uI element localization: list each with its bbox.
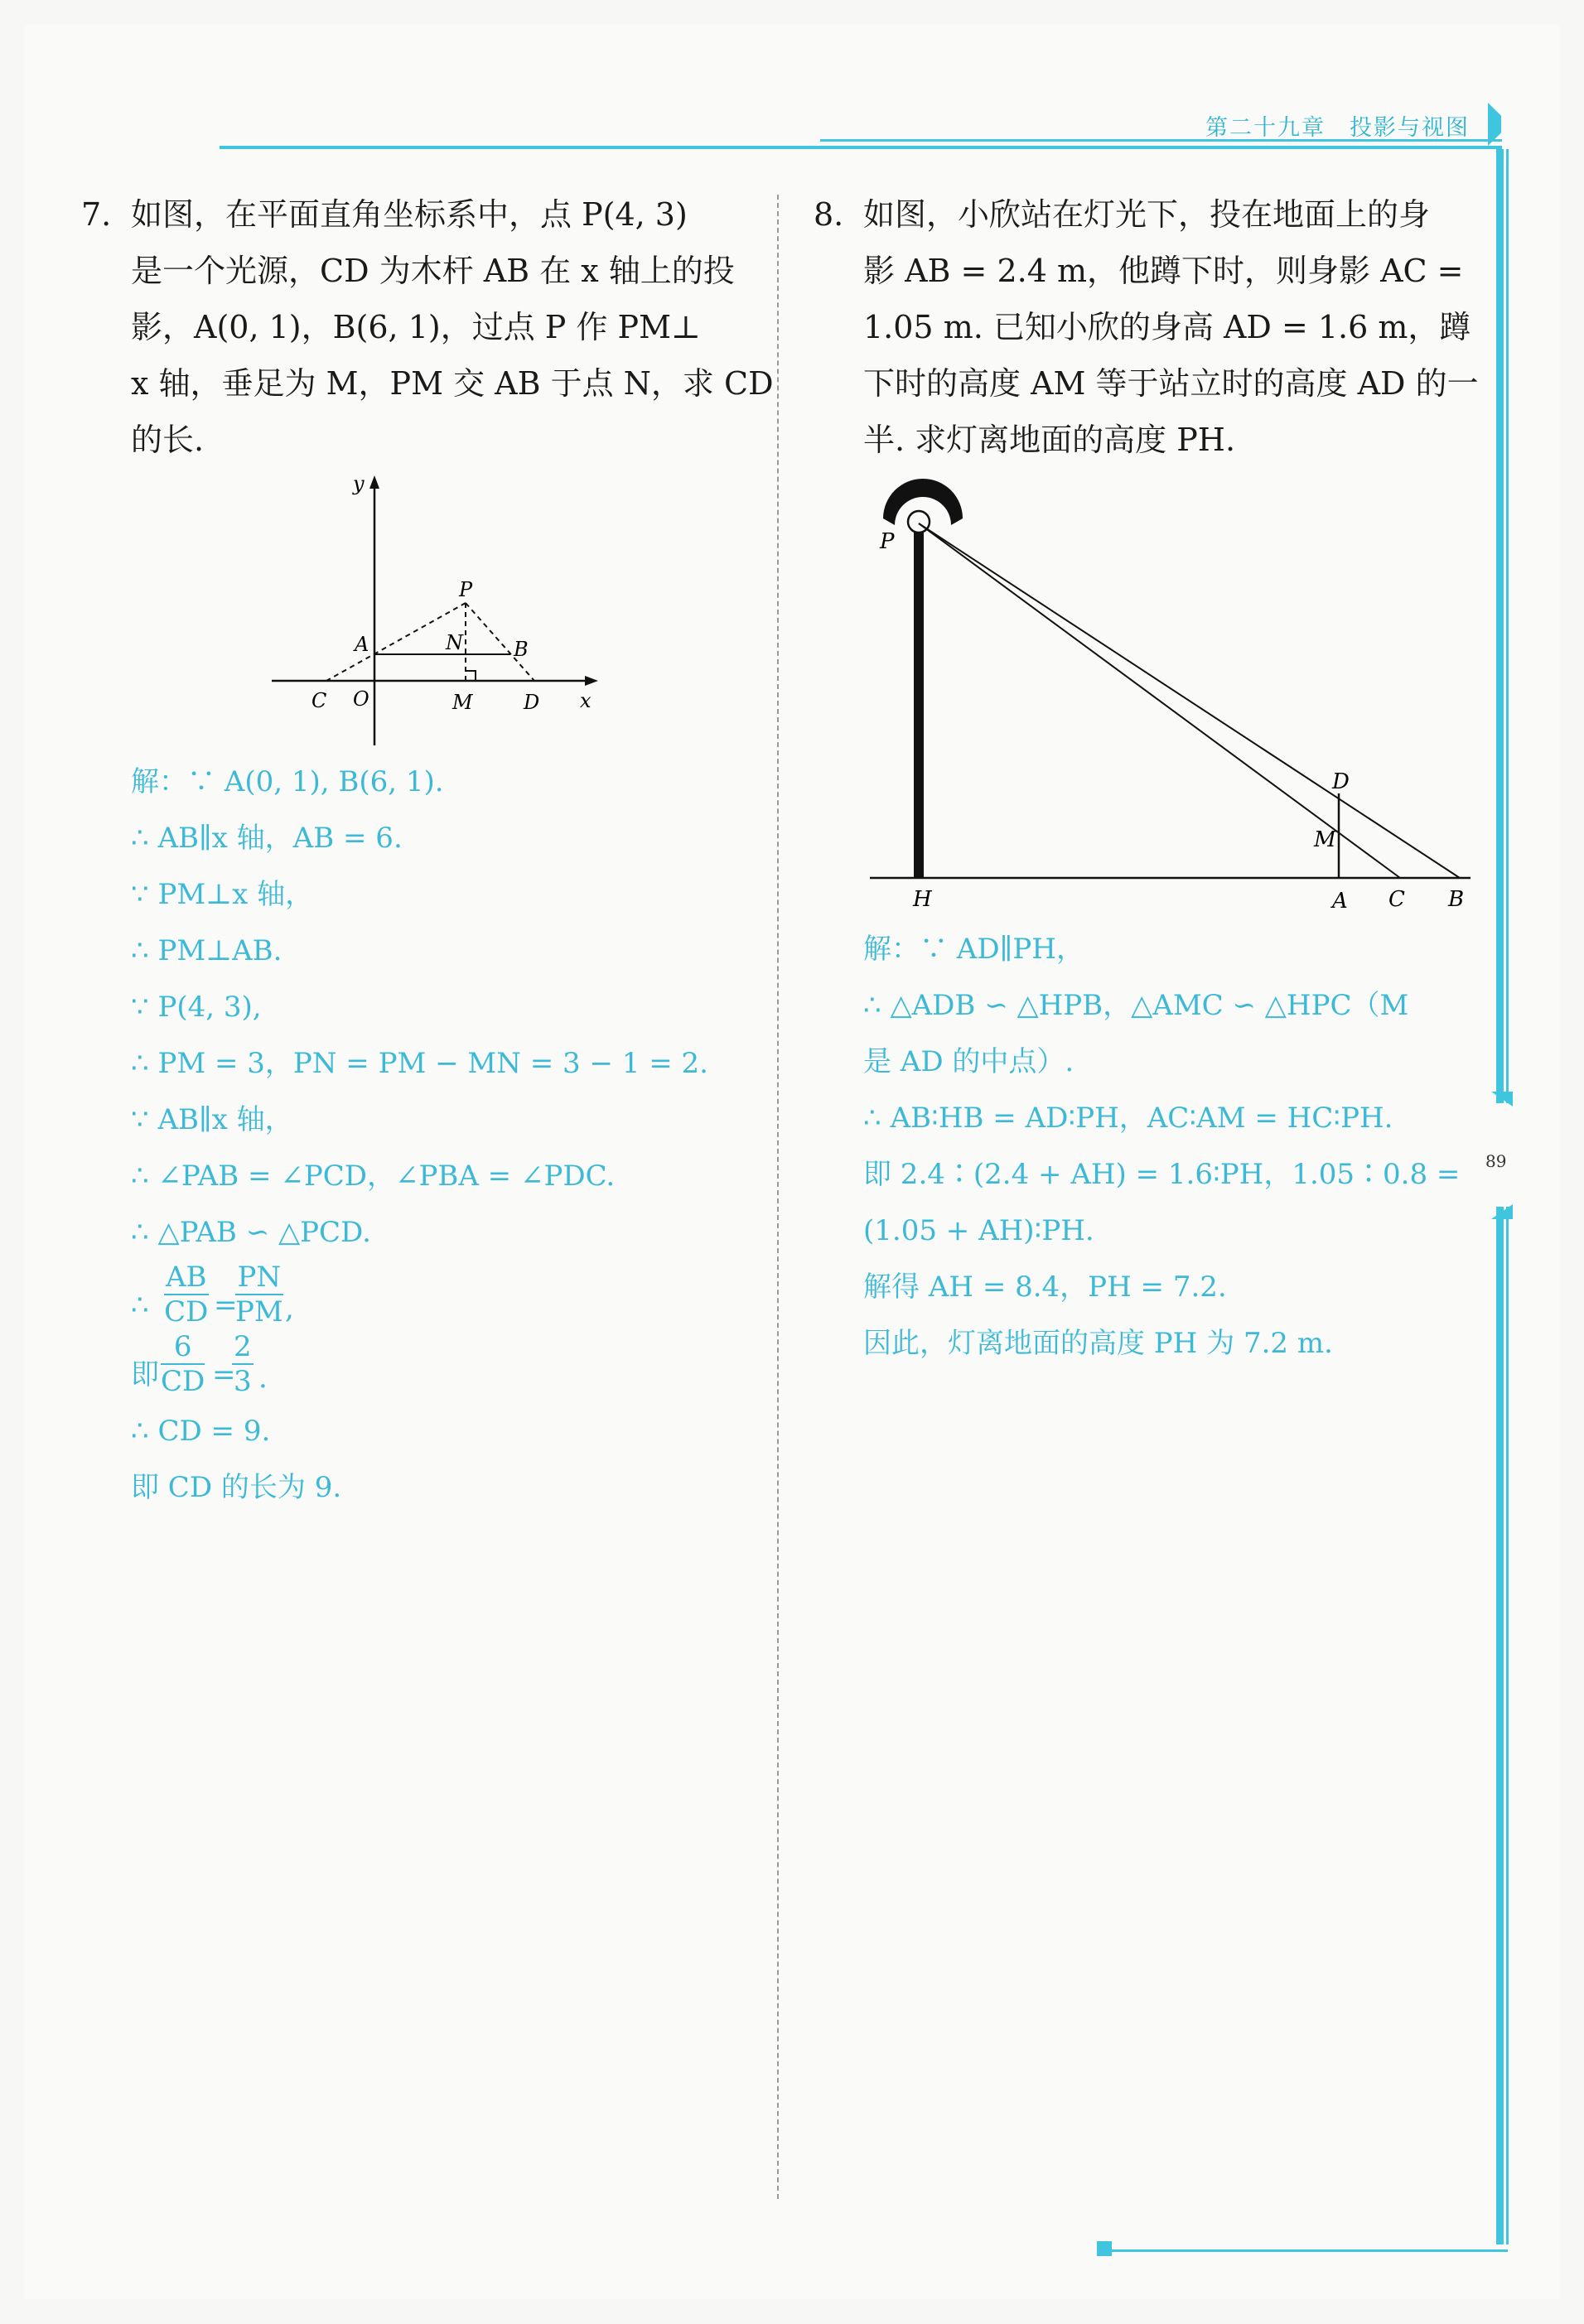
solution-7-line: ∵ PM⊥x 轴， (131, 878, 314, 911)
right-angle-mark (466, 671, 476, 681)
frac1-suffix: , (285, 1292, 294, 1325)
frac2-num1: 6 (161, 1330, 205, 1365)
solution-7-line: 解：∵ A(0, 1), B(6, 1). (131, 765, 444, 798)
solution-8-line: 是 AD 的中点）. (863, 1045, 1075, 1078)
solution-7-line: ∴ △PAB ∽ △PCD. (131, 1216, 371, 1249)
label-D: D (524, 691, 540, 714)
solution-8-line: ∴ △ADB ∽ △HPB，△AMC ∽ △HPC（M (863, 989, 1409, 1022)
header-rule (220, 146, 1502, 149)
frac1-den2: PM (235, 1295, 283, 1328)
label-A: A (355, 633, 369, 656)
problem-8-line: 半. 求灯离地面的高度 PH. (863, 422, 1236, 458)
problem-8-line: 下时的高度 AM 等于站立时的高度 AD 的一 (863, 365, 1479, 402)
problem-7-line: 如图，在平面直角坐标系中，点 P(4, 3) (131, 196, 688, 233)
solution-7-line: ∵ AB∥x 轴， (131, 1103, 293, 1136)
label-y: y (353, 472, 365, 495)
solution-7-line: ∴ AB∥x 轴，AB = 6. (131, 822, 403, 855)
fraction-line-1 (131, 1261, 708, 1327)
problem-8-number: 8. (814, 196, 844, 233)
frac2-eq: = (212, 1358, 236, 1391)
solution-7 (131, 754, 708, 1516)
frac2-den1: CD (161, 1365, 205, 1398)
label-B: B (1448, 887, 1465, 912)
frac2-num2: 2 (234, 1330, 252, 1363)
chapter-header: 第二十九章 投影与视图 (1205, 115, 1470, 141)
label-A: A (1332, 889, 1348, 914)
solution-7-line: ∴ CD = 9. (131, 1415, 271, 1448)
solution-7-line: 即 CD 的长为 9. (131, 1471, 342, 1504)
column-divider (777, 195, 779, 2199)
fraction-2-3 (232, 1330, 254, 1398)
problem-7-line: 是一个光源，CD 为木杆 AB 在 x 轴上的投 (131, 253, 735, 289)
solution-7-line: ∴ PM⊥AB. (131, 934, 283, 967)
label-C: C (1388, 887, 1405, 912)
fraction-line-2 (131, 1327, 708, 1403)
fraction-AB-CD (164, 1261, 209, 1328)
problem-8 (814, 186, 1479, 468)
label-x: x (580, 689, 592, 712)
solution-7-line: ∴ PM = 3，PN = PM − MN = 3 − 1 = 2. (131, 1047, 708, 1080)
problem-8-line: 如图，小欣站在灯光下，投在地面上的身 (863, 196, 1431, 233)
label-H: H (913, 887, 932, 912)
frac1-num2: PN (235, 1261, 283, 1295)
figure-8-lamp-diagram (862, 472, 1475, 919)
frac1-num1: AB (166, 1261, 207, 1294)
frac2-prefix: 即 (131, 1358, 159, 1391)
solution-8 (863, 921, 1460, 1372)
label-B: B (514, 638, 529, 661)
label-N: N (446, 631, 463, 654)
solution-8-line: 因此，灯离地面的高度 PH 为 7.2 m. (863, 1327, 1333, 1360)
ray-PB (919, 523, 1460, 878)
problem-7-line: x 轴，垂足为 M，PM 交 AB 于点 N，求 CD (131, 365, 774, 402)
solution-7-line: ∵ P(4, 3), (131, 991, 262, 1024)
x-axis-arrow (585, 676, 598, 686)
problem-7-line: 影，A(0, 1)，B(6, 1)，过点 P 作 PM⊥ (131, 309, 701, 345)
problem-7 (81, 186, 774, 468)
problem-8-line: 1.05 m. 已知小欣的身高 AD = 1.6 m，蹲 (863, 309, 1471, 345)
page-number: 89 (1485, 1151, 1507, 1171)
footer-square (1097, 2241, 1112, 2256)
solution-8-line: ∴ AB∶HB = AD∶PH，AC∶AM = HC∶PH. (863, 1102, 1393, 1135)
label-P: P (459, 578, 473, 601)
ray-PC (919, 523, 1400, 878)
frac1-den1: CD (164, 1295, 209, 1328)
label-M: M (1314, 827, 1336, 852)
solution-8-line: (1.05 + AH)∶PH. (863, 1214, 1094, 1247)
label-O: O (353, 687, 369, 711)
y-axis-arrow (369, 475, 379, 489)
fraction-6-CD (161, 1330, 205, 1398)
solution-8-line: 即 2.4∶(2.4 + AH) = 1.6∶PH，1.05∶0.8 = (863, 1158, 1461, 1191)
problem-7-line: 的长. (131, 422, 205, 458)
lamp-pole (914, 527, 924, 878)
frac2-suffix: . (258, 1362, 268, 1395)
solution-8-line: 解得 AH = 8.4，PH = 7.2. (863, 1270, 1227, 1304)
solution-7-line: ∴ ∠PAB = ∠PCD，∠PBA = ∠PDC. (131, 1160, 616, 1193)
fraction-PN-PM (235, 1261, 283, 1328)
problem-8-line: 影 AB = 2.4 m，他蹲下时，则身影 AC = (863, 253, 1464, 289)
ray-PC (326, 603, 466, 681)
frac2-den2: 3 (234, 1365, 252, 1398)
label-M: M (452, 691, 473, 714)
frac1-prefix: ∴ (131, 1289, 149, 1322)
problem-7-number: 7. (81, 196, 112, 233)
label-D: D (1332, 769, 1350, 794)
frac1-eq: = (214, 1289, 238, 1322)
footer-rule (1102, 2249, 1508, 2252)
solution-8-line: 解：∵ AD∥PH， (863, 933, 1084, 966)
figure-7-coordinate-diagram (265, 472, 613, 754)
label-P: P (880, 529, 895, 554)
label-C: C (311, 689, 327, 712)
